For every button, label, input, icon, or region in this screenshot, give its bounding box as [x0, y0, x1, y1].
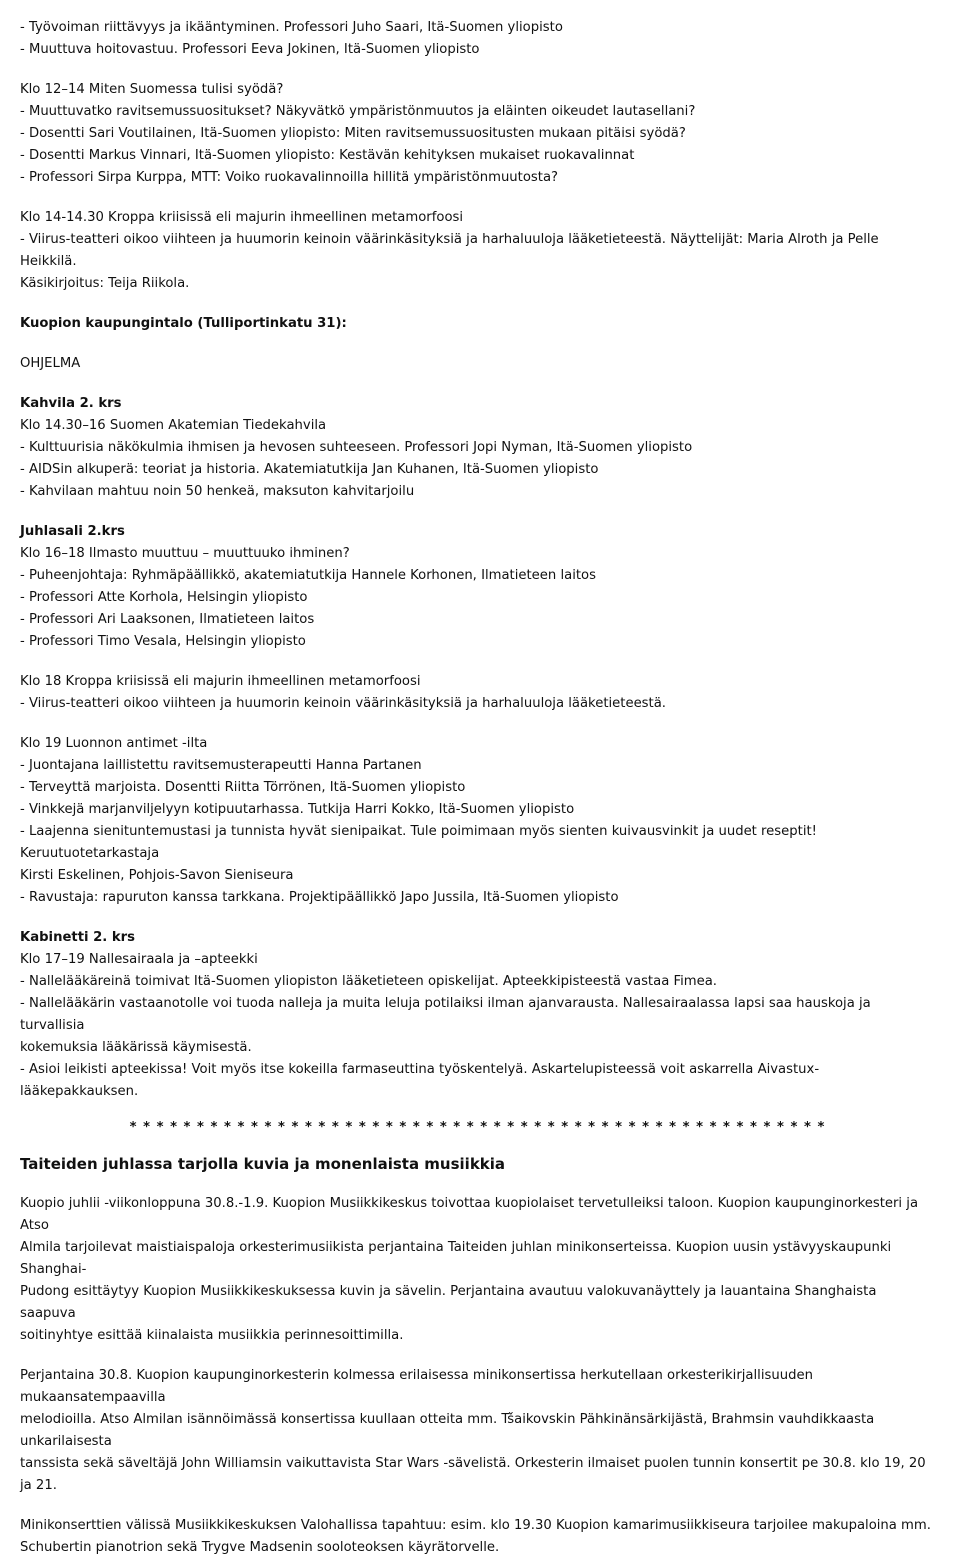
text-line: kokemuksia lääkärissä käymisestä.	[20, 1040, 252, 1055]
text-line: - Professori Timo Vesala, Helsingin yliopisto	[20, 634, 306, 649]
text-line: Käsikirjoitus: Teija Riikola.	[20, 276, 190, 291]
session-time-title: Klo 12–14 Miten Suomessa tulisi syödä?	[20, 82, 284, 97]
text-line: - Laajenna sienituntemustasi ja tunnista hyvät sienipaikat. Tule poimimaan myös sienten kuivausvinkit ja uudet reseptit! Keruutuotetarkastaja	[20, 824, 817, 861]
text-line: - Juontajana laillistettu ravitsemusterapeutti Hanna Partanen	[20, 758, 422, 773]
text-line: - Professori Atte Korhola, Helsingin yliopisto	[20, 590, 308, 605]
text-line: - Dosentti Sari Voutilainen, Itä-Suomen yliopisto: Miten ravitsemussuositusten mukaan pitäisi syödä?	[20, 126, 686, 141]
section-kahvila	[20, 393, 935, 503]
text-line: - Kahvilaan mahtuu noin 50 henkeä, maksuton kahvitarjoilu	[20, 484, 415, 499]
paragraph-line: melodioilla. Atso Almilan isännöimässä konsertissa kuullaan otteita mm. Tšaikovskin Pähkinänsärkijästä, Brahmsin vauhdikkaasta unkarilaisesta	[20, 1412, 875, 1449]
venue-heading: Kuopion kaupungintalo (Tulliportinkatu 31):	[20, 316, 347, 331]
text-line: - Nallelääkärin vastaanotolle voi tuoda nalleja ja muita leluja potilaiksi ilman ajanvarausta. Nallesairaalassa lapsi saa hauskoja ja turvallisia	[20, 996, 871, 1033]
text-line: - Dosentti Markus Vinnari, Itä-Suomen yliopisto: Kestävän kehityksen mukaiset ruokavalinnat	[20, 148, 635, 163]
text-line: - Viirus-teatteri oikoo viihteen ja huumorin keinoin väärinkäsityksiä ja harhaluuloja lääketieteestä.	[20, 696, 666, 711]
room-heading: Juhlasali 2.krs	[20, 524, 125, 539]
section-top-lines	[20, 17, 935, 61]
text-line: - Asioi leikisti apteekissa! Voit myös itse kokeilla farmaseuttina työskentelyä. Askartelupisteessä voit askarrella Aivastux-lääkepakkauksen.	[20, 1062, 820, 1099]
session-time-title: Klo 18 Kroppa kriisissä eli majurin ihmeellinen metamorfoosi	[20, 674, 421, 689]
paragraph-line: Pudong esittäytyy Kuopion Musiikkikeskuksessa kuvin ja sävelin. Perjantaina avautuu valokuvanäyttely ja lauantaina Shanghaista saapuva	[20, 1284, 877, 1321]
text-line: - Muuttuvatko ravitsemussuositukset? Näkyvätkö ympäristönmuutos ja eläinten oikeudet lautasellani?	[20, 104, 696, 119]
separator-stars: * * * * * * * * * * * * * * * * * * * * * * * * * * * * * * * * * * * * * * * * * * * * * * * * * * * *	[129, 1120, 826, 1135]
paragraph-line: Almila tarjoilevat maistiaispaloja orkesterimusiikista perjantaina Taiteiden juhlan minikonserteissa. Kuopion uusin ystävyyskaupunki Shanghai-	[20, 1240, 892, 1277]
text-line: - AIDSin alkuperä: teoriat ja historia. Akatemiatutkija Jan Kuhanen, Itä-Suomen yliopisto	[20, 462, 599, 477]
session-time-title: Klo 16–18 Ilmasto muuttuu – muuttuuko ihminen?	[20, 546, 350, 561]
paragraph-line: soitinyhtye esittää kiinalaista musiikkia perinnesoittimilla.	[20, 1328, 404, 1343]
text-line: - Työvoiman riittävyys ja ikääntyminen. Professori Juho Saari, Itä-Suomen yliopisto	[20, 20, 563, 35]
text-line: - Muuttuva hoitovastuu. Professori Eeva Jokinen, Itä-Suomen yliopisto	[20, 42, 480, 57]
text-line: - Terveyttä marjoista. Dosentti Riitta Törrönen, Itä-Suomen yliopisto	[20, 780, 466, 795]
room-heading: Kahvila 2. krs	[20, 396, 122, 411]
section-juhlasali	[20, 521, 935, 909]
session-time-title: Klo 17–19 Nallesairaala ja –apteekki	[20, 952, 258, 967]
text-line: - Viirus-teatteri oikoo viihteen ja huumorin keinoin väärinkäsityksiä ja harhaluuloja lääketieteestä. Näyttelijät: Maria Alroth ja Pelle Heikkilä.	[20, 232, 879, 269]
text-line: - Vinkkejä marjanviljelyyn kotipuutarhassa. Tutkija Harri Kokko, Itä-Suomen yliopisto	[20, 802, 575, 817]
session-time-title: Klo 14.30–16 Suomen Akatemian Tiedekahvila	[20, 418, 327, 433]
article-heading: Taiteiden juhlassa tarjolla kuvia ja monenlaista musiikkia	[20, 1155, 506, 1173]
section-klo-12	[20, 79, 935, 189]
program-label: OHJELMA	[20, 356, 81, 371]
paragraph-line: tanssista sekä säveltäjä John Williamsin vaikuttavista Star Wars -sävelistä. Orkesterin ilmaiset puolen tunnin konsertit pe 30.8. klo 19, 20 ja 21.	[20, 1456, 926, 1493]
section-kabinetti	[20, 927, 935, 1103]
session-time-title: Klo 14-14.30 Kroppa kriisissä eli majurin ihmeellinen metamorfoosi	[20, 210, 464, 225]
paragraph-line: Perjantaina 30.8. Kuopion kaupunginorkesterin kolmessa erilaisessa minikonsertissa herkutellaan orkesterikirjallisuuden mukaansatempaavilla	[20, 1368, 813, 1405]
section-klo-14	[20, 207, 935, 295]
section-music	[20, 1153, 935, 1559]
session-time-title: Klo 19 Luonnon antimet -ilta	[20, 736, 208, 751]
paragraph-line: Kuopio juhlii -viikonloppuna 30.8.-1.9. Kuopion Musiikkikeskus toivottaa kuopiolaiset tervetulleiksi taloon. Kuopion kaupunginorkesteri ja Atso	[20, 1196, 919, 1233]
room-heading: Kabinetti 2. krs	[20, 930, 136, 945]
text-line: Kirsti Eskelinen, Pohjois-Savon Sieniseura	[20, 868, 294, 883]
paragraph-line: Schubertin pianotrion sekä Trygve Madsenin sooloteoksen käyrätorvelle.	[20, 1540, 500, 1555]
text-line: - Professori Ari Laaksonen, Ilmatieteen laitos	[20, 612, 315, 627]
text-line: - Professori Sirpa Kurppa, MTT: Voiko ruokavalinnoilla hillitä ympäristönmuutosta?	[20, 170, 559, 185]
text-line: - Kulttuurisia näkökulmia ihmisen ja hevosen suhteeseen. Professori Jopi Nyman, Itä-Suomen yliopisto	[20, 440, 693, 455]
document-page	[20, 17, 935, 1559]
paragraph-line: Minikonserttien välissä Musiikkikeskuksen Valohallissa tapahtuu: esim. klo 19.30 Kuopion kamarimusiikkiseura tarjoilee makupaloina mm.	[20, 1518, 931, 1533]
text-line: - Puheenjohtaja: Ryhmäpäällikkö, akatemiatutkija Hannele Korhonen, Ilmatieteen laitos	[20, 568, 596, 583]
text-line: - Nallelääkäreinä toimivat Itä-Suomen yliopiston lääketieteen opiskelijat. Apteekkipisteestä vastaa Fimea.	[20, 974, 717, 989]
text-line: - Ravustaja: rapuruton kanssa tarkkana. Projektipäällikkö Japo Jussila, Itä-Suomen yliopisto	[20, 890, 619, 905]
